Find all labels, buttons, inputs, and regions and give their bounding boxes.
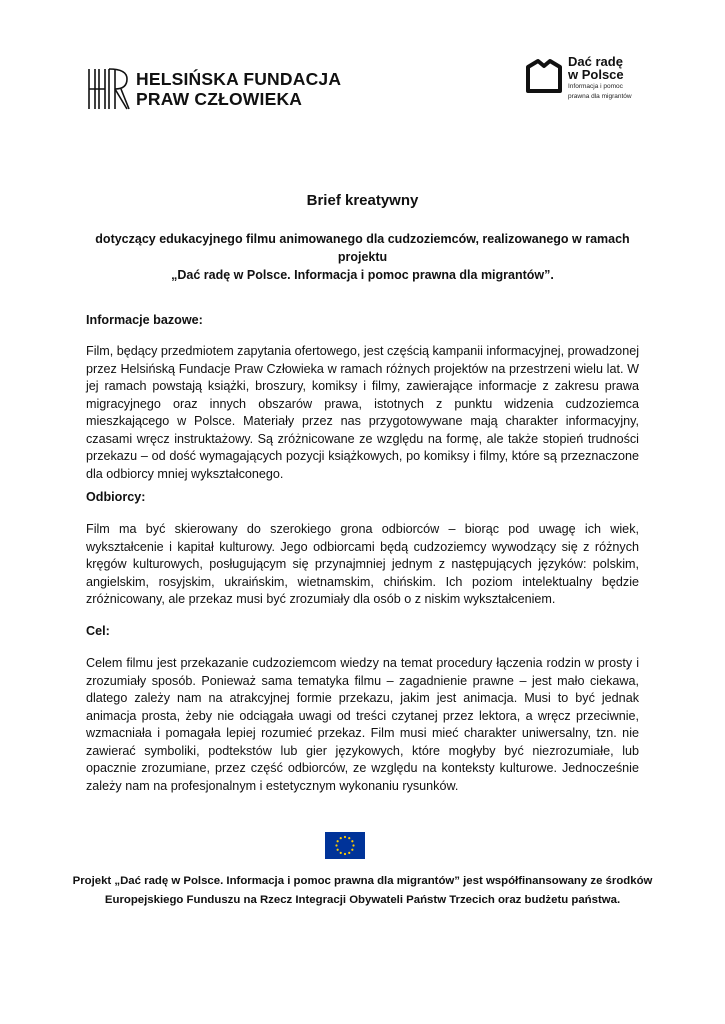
eu-star-icon [351, 840, 353, 842]
eu-star-icon [351, 849, 353, 851]
footer-line2: Europejskiego Funduszu na Rzecz Integracji Obywateli Państw Trzecich oraz budżetu państwa. [104, 894, 621, 906]
footer-line1: Projekt „Dać radę w Polsce. Informacja i pomoc prawna dla migrantów” jest współfinansowany ze środków [72, 875, 653, 887]
section-heading-audience: Odbiorcy: [86, 490, 146, 504]
hr-monogram-icon [86, 66, 130, 112]
eu-star-icon [352, 844, 354, 846]
hfpc-logo-line1: HELSIŃSKA FUNDACJA [136, 69, 342, 89]
house-outline-icon [524, 57, 564, 95]
eu-star-icon [348, 837, 350, 839]
document-subtitle [86, 230, 639, 284]
eu-star-icon [340, 837, 342, 839]
hfpc-logo-line2: PRAW CZŁOWIEKA [136, 89, 303, 109]
section-text-audience: Film ma być skierowany do szerokiego grona odbiorców – biorąc pod uwagę ich wiek, wykształcenie i kapitał kulturowy. Jego odbiorcami będą cudzoziemcy wywodzący się z różnych kręgów kulturowych, posługującym się przynajmniej jednym z następujących języków: polskim, angielskim, rosyjskim, ukraińskim, wietnamskim, chińskim. Ich poziom intelektualny będzie zróżnicowany, ale przekaz musi być zrozumiały dla osób o z niskim wykształceniem. [86, 522, 639, 606]
eu-star-icon [348, 852, 350, 854]
eu-star-icon [344, 853, 346, 855]
subtitle-line1: dotyczący edukacyjnego filmu animowanego dla cudzoziemców, realizowanego w ramach projektu [95, 232, 630, 264]
funding-footer [70, 872, 655, 910]
eu-star-icon [344, 836, 346, 838]
section-heading-goal: Cel: [86, 624, 110, 638]
eu-star-icon [335, 844, 337, 846]
subtitle-line2: „Dać radę w Polsce. Informacja i pomoc prawna dla migrantów”. [171, 268, 554, 282]
eu-flag-icon [325, 832, 365, 859]
project-logo-sub1: Informacja i pomoc [568, 83, 623, 90]
hfpc-logo [86, 66, 341, 112]
eu-star-icon [337, 840, 339, 842]
section-text-goal: Celem filmu jest przekazanie cudzoziemcom wiedzy na temat procedury łączenia rodzin w prosty i zrozumiały sposób. Ponieważ sama tematyka filmu – zagadnienie prawne – jest mało ciekawa, dlatego zależy nam na atrakcyjnej formie przekazu, jakim jest animacja. Musi to być jednak animacja prosta, żeby nie odciągała uwagi od treści czytanej przez lektora, a wręcz przeciwnie, wzmacniała i pomagała lepiej rozumieć przekaz. Film musi mieć charakter uniwersalny, tzn. nie zawierać symboliki, podtekstów lub gier językowych, które mogłyby być niezrozumiałe, lub opacznie zrozumiane, przez część odbiorców, ze względu na konteksty kulturowe. Jednocześnie zależy nam na profesjonalnym i estetycznym wykonaniu rysunków. [86, 656, 639, 793]
section-text-info: Film, będący przedmiotem zapytania ofertowego, jest częścią kampanii informacyjnej, prowadzonej przez Helsińską Fundacje Praw Człowieka w ramach różnych projektów na przestrzeni wielu lat. W jej ramach powstają książki, broszury, komiksy i filmy, zawierające informacje z zakresu prawa migracyjnego oraz innych obszarów prawa, istotnych z punktu widzenia cudzoziemca mieszkającego w Polsce. Materiały przez nas przygotowywane mają charakter informacyjny, czasami wręcz instruktażowy. Są zróżnicowane ze względu na formę, ale także stopień trudności przekazu – od dość wymagających pozycji książkowych, po komiksy i filmy, które są przeznaczone dla odbiorcy mniej wykształconego. [86, 344, 639, 481]
project-logo-sub2: prawna dla migrantów [568, 92, 632, 100]
project-logo-line1: Dać radę [568, 54, 623, 69]
project-logo [524, 55, 632, 100]
section-heading-info: Informacje bazowe: [86, 313, 203, 327]
eu-star-icon [340, 852, 342, 854]
eu-star-icon [337, 849, 339, 851]
project-logo-line2: w Polsce [568, 67, 624, 82]
document-title: Brief kreatywny [306, 192, 419, 209]
